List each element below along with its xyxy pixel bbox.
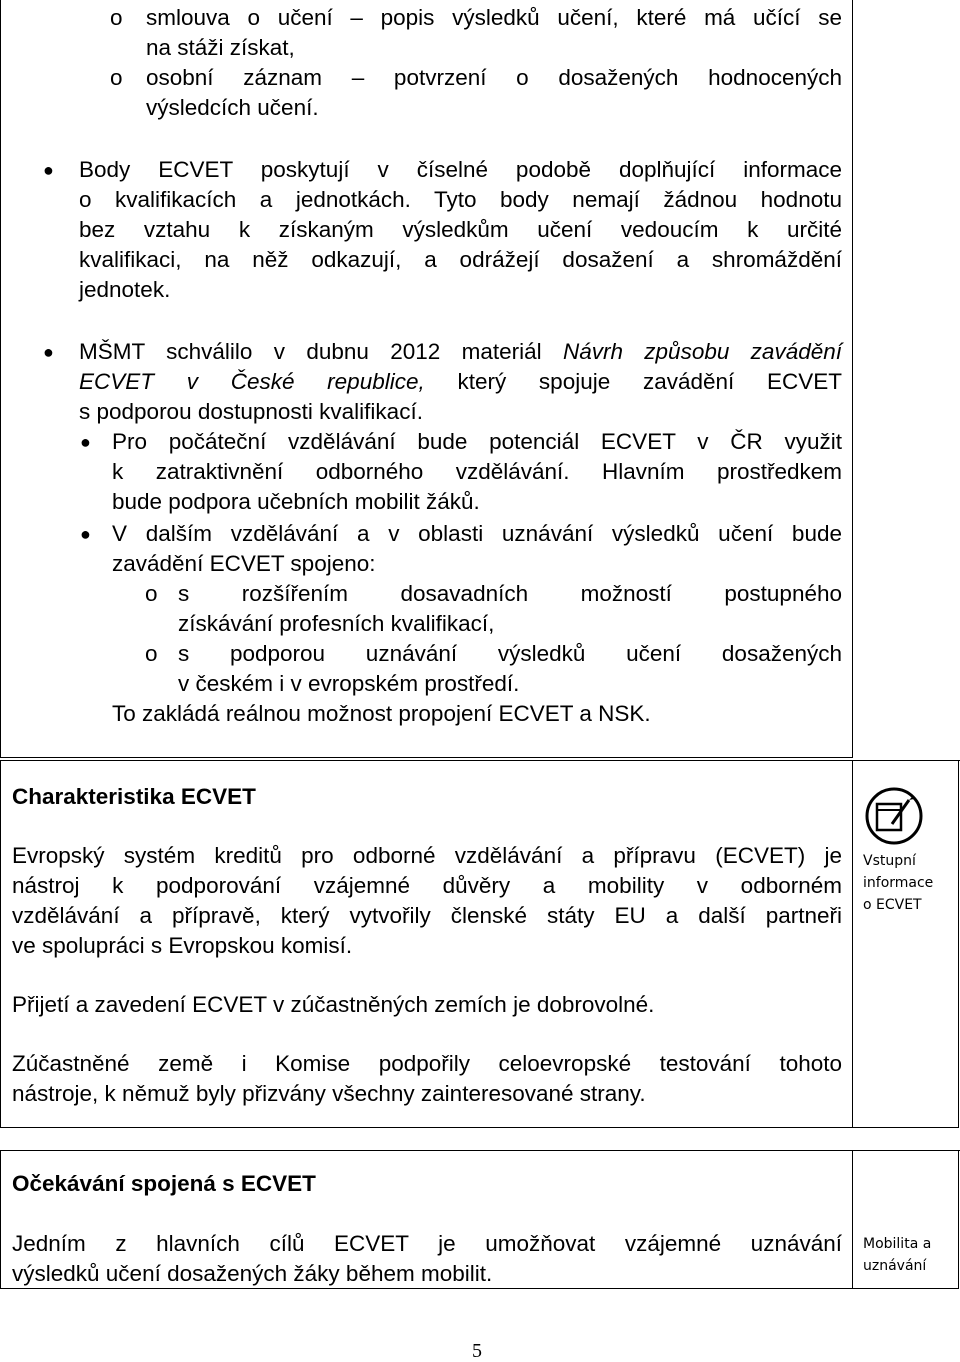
block3-para-line: výsledků učení dosažených žáky během mobilit. — [12, 1261, 493, 1286]
para1-line: nástroj k podporování vzájemné důvěry a mobility v odborném — [12, 873, 842, 898]
para1-line: ve spolupráci s Evropskou komisí. — [12, 933, 353, 958]
sub-marker: o — [145, 581, 158, 606]
block1-right-border — [852, 0, 853, 757]
section-heading: Charakteristika ECVET — [12, 784, 256, 809]
bullet-3-line: k zatraktivnění odborného vzdělávání. Hlavním prostředkem — [112, 459, 842, 484]
sub-4b-line: s podporou uznávání výsledků učení dosažených — [178, 641, 842, 666]
bullet-2-text: který spojuje zavádění ECVET — [424, 369, 842, 394]
bullet-icon: ● — [43, 160, 54, 180]
bullet-3-line: Pro počáteční vzdělávání bude potenciál ECVET v ČR využit — [112, 429, 842, 454]
block3-para-line: Jedním z hlavních cílů ECVET je umožňovat vzájemné uznávání — [12, 1231, 842, 1256]
bullet-1-line: jednotek. — [79, 277, 171, 302]
para3-line: Zúčastněné země i Komise podpořily celoevropské testování tohoto — [12, 1051, 842, 1076]
side-label-line: Mobilita a — [863, 1236, 932, 1252]
block2-divider — [852, 760, 853, 1128]
sub-marker: o — [110, 5, 123, 30]
sub-marker: o — [145, 641, 158, 666]
block2-top-border — [0, 760, 960, 761]
para1-line: Evropský systém kreditů pro odborné vzdělávání a přípravu (ECVET) je — [12, 843, 842, 868]
bullet-icon: ● — [80, 432, 91, 452]
para2: Přijetí a zavedení ECVET v zúčastněných zemích je dobrovolné. — [12, 992, 655, 1017]
block3-right-border — [958, 1150, 959, 1289]
block3-left-border — [0, 1150, 1, 1289]
bullet-1-line: bez vztahu k získaným výsledkům učení vedoucím k určité — [79, 217, 842, 242]
bullet-4-line: zavádění ECVET spojeno: — [112, 551, 376, 576]
bullet-4-line: V dalším vzdělávání a v oblasti uznávání výsledků učení bude — [112, 521, 842, 546]
block1-left-border — [0, 0, 1, 757]
para3-line: nástroje, k němuž byly přizvány všechny zainteresované strany. — [12, 1081, 646, 1106]
document-title: Návrh způsobu zavádění — [562, 339, 842, 364]
page-number: 5 — [472, 1340, 482, 1362]
para1-line: vzdělávání a přípravě, který vytvořily členské státy EU a další partneři — [12, 903, 842, 928]
bullet-2-line1 — [79, 337, 842, 367]
block3-divider — [852, 1150, 853, 1289]
side-label-line: o ECVET — [863, 897, 922, 913]
bullet-2-text: MŠMT schválilo v dubnu 2012 materiál — [79, 339, 563, 364]
sub-item-1b: na stáži získat, — [146, 35, 295, 60]
sub-4b-line: v českém i v evropském prostředí. — [178, 671, 520, 696]
section-heading: Očekávání spojená s ECVET — [12, 1171, 316, 1196]
sub-item-2b: výsledcích učení. — [146, 95, 319, 120]
block2-right-border — [958, 760, 959, 1128]
block2-left-border — [0, 760, 1, 1128]
closing-sentence: To zakládá reálnou možnost propojení ECVET a NSK. — [112, 701, 651, 726]
block2-bottom-border — [0, 1127, 959, 1128]
notepad-pencil-icon — [862, 786, 926, 846]
side-label-line: informace — [863, 875, 934, 891]
sub-item-1a: smlouva o učení – popis výsledků učení, které má učící se — [146, 5, 842, 30]
block3-top-border — [0, 1150, 960, 1151]
sub-item-2a: osobní záznam – potvrzení o dosažených hodnocených — [146, 65, 842, 90]
sub-4a-line: získávání profesních kvalifikací, — [178, 611, 495, 636]
document-title: ECVET v České republice, — [79, 369, 425, 394]
sub-4a-line: s rozšířením dosavadních možností postupného — [178, 581, 842, 606]
side-label-line: uznávání — [863, 1258, 927, 1274]
bullet-icon: ● — [80, 524, 91, 544]
bullet-3-line: bude podpora učebních mobilit žáků. — [112, 489, 480, 514]
bullet-1-line: Body ECVET poskytují v číselné podobě doplňující informace — [79, 157, 842, 182]
bullet-2-line3: s podporou dostupnosti kvalifikací. — [79, 399, 423, 424]
bullet-2-line2 — [79, 367, 842, 397]
block1-bottom-border — [0, 757, 853, 758]
sub-marker: o — [110, 65, 123, 90]
bullet-icon: ● — [43, 342, 54, 362]
side-label-line: Vstupní — [863, 853, 916, 869]
bullet-1-line: kvalifikaci, na něž odkazují, a odrážejí dosažení a shromáždění — [79, 247, 842, 272]
bullet-1-line: o kvalifikacích a jednotkách. Tyto body nemají žádnou hodnotu — [79, 187, 842, 212]
